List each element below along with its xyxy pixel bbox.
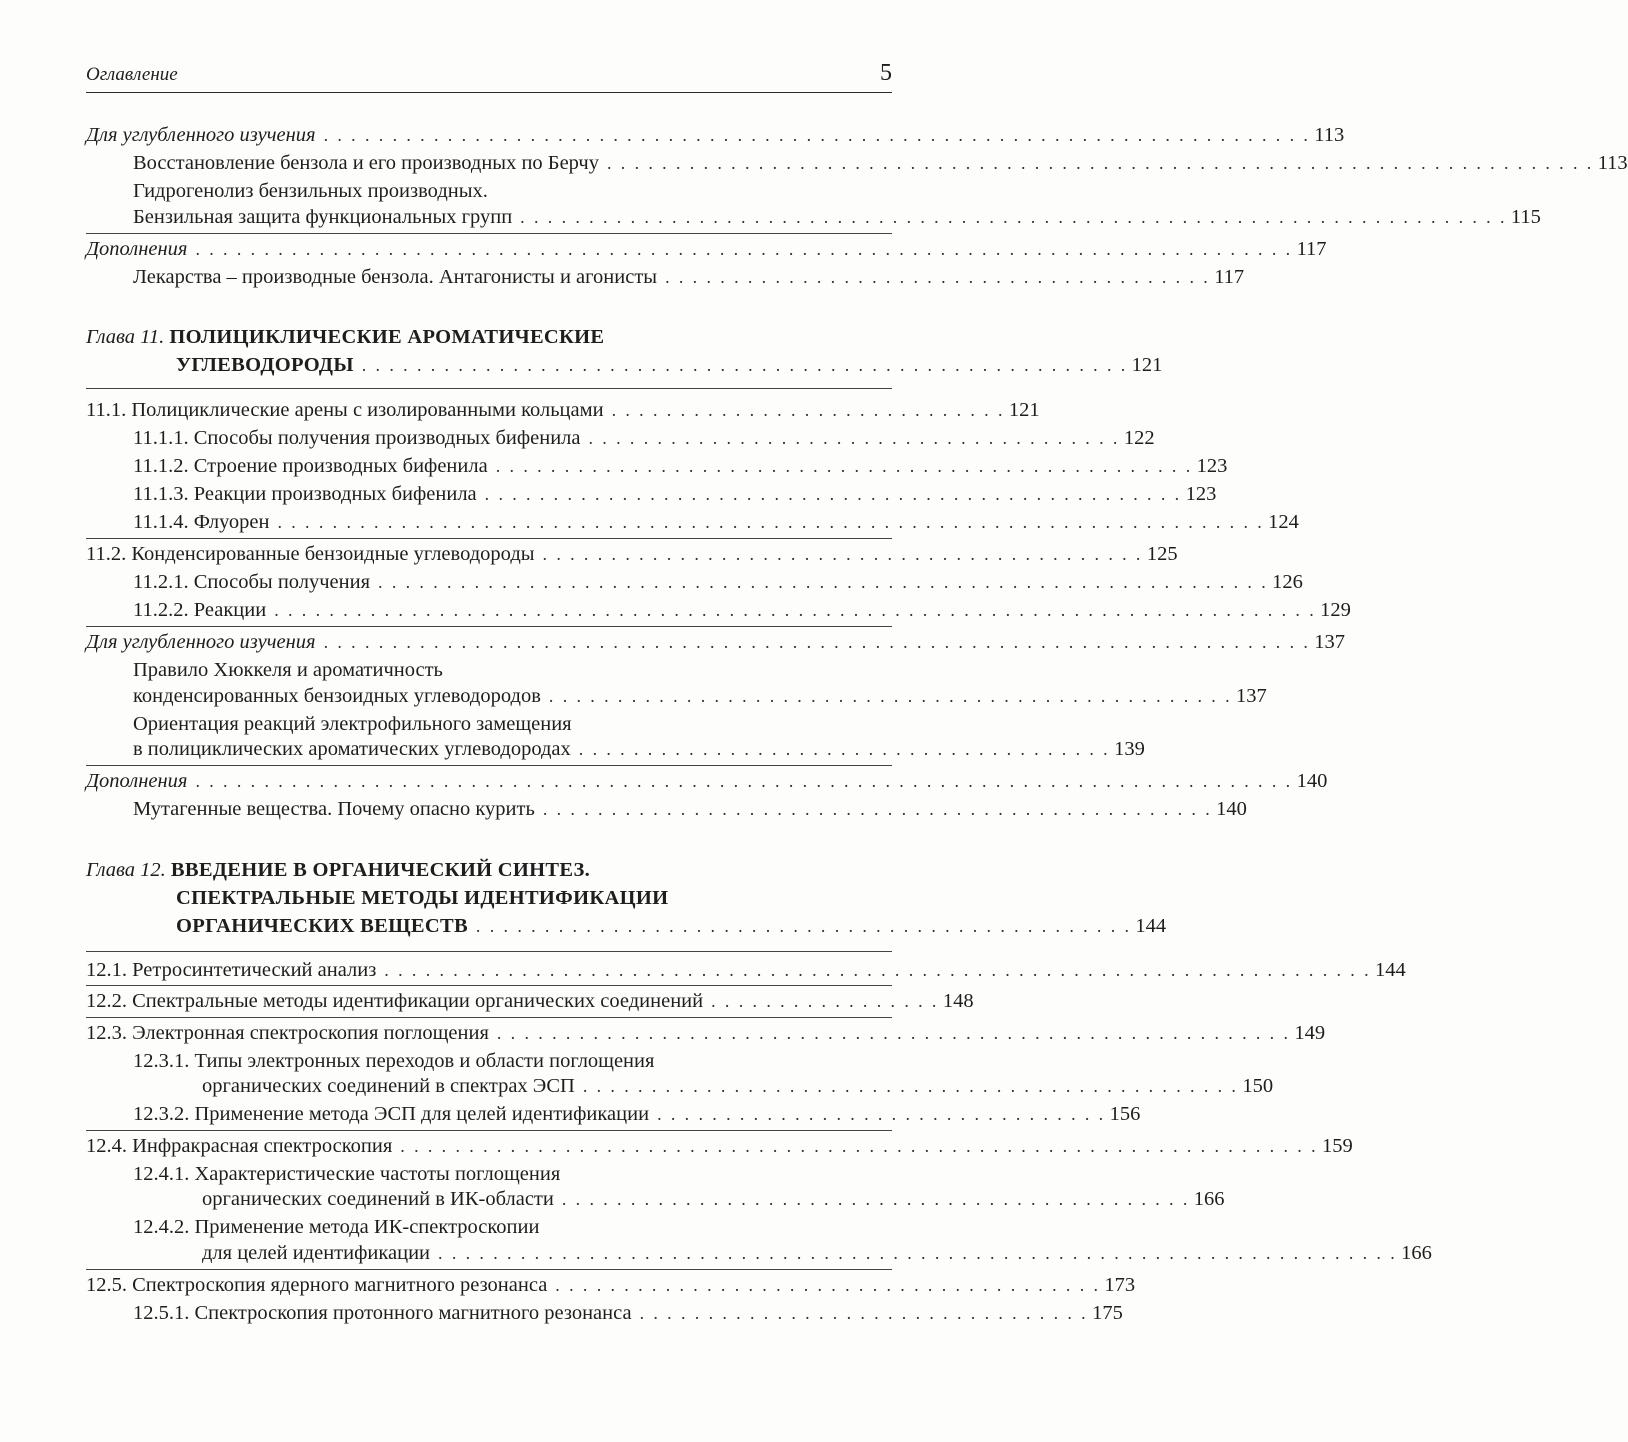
divider: [86, 765, 892, 766]
toc-entry-11-1-2[interactable]: 11.1.2. Строение производных бифенила . . . . . . . . . . . . . . . . . . . . . . . . . . . . . . . . . . . . . . . . . . . . . . . . . . . 123: [133, 453, 892, 480]
toc-entry-orient[interactable]: в полициклических ароматических углеводородах . . . . . . . . . . . . . . . . . . . . . . . . . . . . . . . . . . . . . . . 139: [133, 736, 892, 763]
chapter-12-entry[interactable]: ОРГАНИЧЕСКИХ ВЕЩЕСТВ . . . . . . . . . . . . . . . . . . . . . . . . . . . . . . . . . . . . . . . . . . . . . . . . 144: [176, 913, 892, 940]
leader-dots: . . . . . . . . . . . . . . . . . . . . . . . . . . . . . . . . . . . . . . . .: [665, 267, 1211, 287]
leader-dots: . . . . . . . . . . . . . . . . . . . . . . . . . . . . . . . . . . . . . . . . . . . . . . . . . . . . . . . . . . . . . . . . . . . . . . . .: [323, 632, 1311, 652]
toc-entry-11-2-1[interactable]: 11.2.1. Способы получения . . . . . . . . . . . . . . . . . . . . . . . . . . . . . . . . . . . . . . . . . . . . . . . . . . . . . . . . . . . . . . . . . 126: [133, 569, 892, 596]
toc-entry-11-1-1[interactable]: 11.1.1. Способы получения производных бифенила . . . . . . . . . . . . . . . . . . . . . . . . . . . . . . . . . . . . . . . 122: [133, 425, 892, 452]
divider: [86, 951, 892, 952]
chapter-12-heading-line2: СПЕКТРАЛЬНЫЕ МЕТОДЫ ИДЕНТИФИКАЦИИ: [176, 887, 669, 909]
divider: [86, 1017, 892, 1018]
leader-dots: . . . . . . . . . . . . . . . . . . . . . . . . . . . . .: [611, 400, 1005, 420]
divider: [86, 233, 892, 234]
toc-entry-supplements[interactable]: Дополнения . . . . . . . . . . . . . . . . . . . . . . . . . . . . . . . . . . . . . . . . . . . . . . . . . . . . . . . . . . . . . . . . . . . . . . . . . . . . . . . . 117: [86, 236, 892, 263]
chapter-11-heading: Глава 11. ПОЛИЦИКЛИЧЕСКИЕ АРОМАТИЧЕСКИЕ: [86, 326, 605, 348]
toc-entry-11-1[interactable]: 11.1. Полициклические арены с изолированными кольцами . . . . . . . . . . . . . . . . . . . . . . . . . . . . . 121: [86, 397, 892, 424]
divider: [86, 626, 892, 627]
toc-entry-11-supplements[interactable]: Дополнения . . . . . . . . . . . . . . . . . . . . . . . . . . . . . . . . . . . . . . . . . . . . . . . . . . . . . . . . . . . . . . . . . . . . . . . . . . . . . . . . 140: [86, 768, 892, 795]
leader-dots: . . . . . . . . . . . . . . . . . . . . . . . . . . . . . . . . .: [639, 1303, 1089, 1323]
toc-entry-11-1-4[interactable]: 11.1.4. Флуорен . . . . . . . . . . . . . . . . . . . . . . . . . . . . . . . . . . . . . . . . . . . . . . . . . . . . . . . . . . . . . . . . . . . . . . . . 124: [133, 509, 892, 536]
toc-entry-11-2-2[interactable]: 11.2.2. Реакции . . . . . . . . . . . . . . . . . . . . . . . . . . . . . . . . . . . . . . . . . . . . . . . . . . . . . . . . . . . . . . . . . . . . . . . . . . . . 129: [133, 597, 892, 624]
leader-dots: . . . . . . . . . . . . . . . . .: [711, 991, 939, 1011]
leader-dots: . . . . . . . . . . . . . . . . . . . . . . . . . . . . . . . . . . . . . . . . . . . . . . . . .: [542, 799, 1213, 819]
divider: [86, 985, 892, 986]
leader-dots: . . . . . . . . . . . . . . . . . . . . . . . . . . . . . . . . . . . . . . . . . . . . . . . . . . . . . . . . . .: [496, 1023, 1291, 1043]
toc-entry-birch[interactable]: Восстановление бензола и его производных по Берчу . . . . . . . . . . . . . . . . . . . . . . . . . . . . . . . . . . . . . . . . . . . . . . . . . . . . . . . . . . . . . . . . . . . . . . . . 113: [133, 150, 892, 177]
leader-dots: . . . . . . . . . . . . . . . . . . . . . . . . . . . . . . . . . . . . . . . . . . . . . . . . . . . . . . . . . . . . . . . . . . . . . . . . . . . . . . . .: [195, 239, 1293, 259]
leader-dots: . . . . . . . . . . . . . . . . . . . . . . . . . . . . . . . . . . . . . . .: [588, 428, 1120, 448]
leader-dots: . . . . . . . . . . . . . . . . . . . . . . . . . . . . . . . . . . . . . . . . . . . . . . . . . . .: [495, 456, 1193, 476]
leader-dots: . . . . . . . . . . . . . . . . . . . . . . . . . . . . . . . . . . . . . . . . . . . . . . . . . . . . . . . . . . . . . . . . . . . . . . . .: [323, 125, 1311, 145]
toc-entry-huckel[interactable]: конденсированных бензоидных углеводородов . . . . . . . . . . . . . . . . . . . . . . . . . . . . . . . . . . . . . . . . . . . . . . . . . . 137: [133, 683, 892, 710]
leader-dots: . . . . . . . . . . . . . . . . . . . . . . . . . . . . . . . . . . . . . . . . . . . . . . . . . . . . . . . . . . . . . . . . .: [378, 572, 1269, 592]
leader-dots: . . . . . . . . . . . . . . . . . . . . . . . . . . . . . . . . . . . . . . . . . . . . . . . . . . . . . . . .: [361, 355, 1128, 375]
toc-entry-12-4[interactable]: 12.4. Инфракрасная спектроскопия . . . . . . . . . . . . . . . . . . . . . . . . . . . . . . . . . . . . . . . . . . . . . . . . . . . . . . . . . . . . . . . . . . . 159: [86, 1133, 892, 1160]
toc-entry-12-1[interactable]: 12.1. Ретросинтетический анализ . . . . . . . . . . . . . . . . . . . . . . . . . . . . . . . . . . . . . . . . . . . . . . . . . . . . . . . . . . . . . . . . . . . . . . . . 144: [86, 957, 892, 984]
toc-entry-hydro-line1: Гидрогенолиз бензильных производных.: [133, 180, 488, 202]
leader-dots: . . . . . . . . . . . . . . . . . . . . . . . . . . . . . . . . .: [657, 1104, 1106, 1124]
divider: [86, 1130, 892, 1131]
toc-entry-11-deep-study[interactable]: Для углубленного изучения . . . . . . . . . . . . . . . . . . . . . . . . . . . . . . . . . . . . . . . . . . . . . . . . . . . . . . . . . . . . . . . . . . . . . . . . 137: [86, 629, 892, 656]
divider: [86, 388, 892, 389]
leader-dots: . . . . . . . . . . . . . . . . . . . . . . . . . . . . . . . . . . . . . . . . . . . . . . . . . . .: [484, 484, 1182, 504]
leader-dots: . . . . . . . . . . . . . . . . . . . . . . . . . . . . . . . . . . . . . . . . . . . . . . . . . . . . . . . . . . . . . . . . . . . . . .: [438, 1243, 1398, 1263]
toc-entry-12-3-1[interactable]: органических соединений в спектрах ЭСП . . . . . . . . . . . . . . . . . . . . . . . . . . . . . . . . . . . . . . . . . . . . . . . . 150: [202, 1073, 892, 1100]
toc-entry-12-3-2[interactable]: 12.3.2. Применение метода ЭСП для целей идентификации . . . . . . . . . . . . . . . . . . . . . . . . . . . . . . . . . 156: [133, 1101, 892, 1128]
leader-dots: . . . . . . . . . . . . . . . . . . . . . . . . . . . . . . . . . . . . . . . . . . . .: [542, 544, 1143, 564]
leader-dots: . . . . . . . . . . . . . . . . . . . . . . . . . . . . . . . . . . . . . . . . . . . . . . . . . . . . . . . . . . . . . . . . . . . . . . . .: [277, 512, 1265, 532]
leader-dots: . . . . . . . . . . . . . . . . . . . . . . . . . . . . . . . . . . . . . . . . . . . . . . . . . . . . . . . . . . . . . . . . . . .: [400, 1136, 1318, 1156]
leader-dots: . . . . . . . . . . . . . . . . . . . . . . . . . . . . . . . . . . . . . . . . . . . . . .: [561, 1189, 1190, 1209]
leader-dots: . . . . . . . . . . . . . . . . . . . . . . . . . . . . . . . . . . . . . . . . . . . . . . . .: [582, 1076, 1239, 1096]
leader-dots: . . . . . . . . . . . . . . . . . . . . . . . . . . . . . . . . . . . . . . . .: [555, 1275, 1101, 1295]
chapter-12-heading: Глава 12. ВВЕДЕНИЕ В ОРГАНИЧЕСКИЙ СИНТЕЗ.: [86, 859, 591, 881]
leader-dots: . . . . . . . . . . . . . . . . . . . . . . . . . . . . . . . . . . . . . . . . . . . . . . . . . . . . . . . . . . . . . . . . . . . . . . . .: [520, 207, 1507, 227]
toc-entry-12-5[interactable]: 12.5. Спектроскопия ядерного магнитного резонанса . . . . . . . . . . . . . . . . . . . . . . . . . . . . . . . . . . . . . . . . 173: [86, 1272, 892, 1299]
leader-dots: . . . . . . . . . . . . . . . . . . . . . . . . . . . . . . . . . . . . . . .: [578, 739, 1111, 759]
leader-dots: . . . . . . . . . . . . . . . . . . . . . . . . . . . . . . . . . . . . . . . . . . . . . . . . . . . . . . . . . . . . . . . . . . . . . . . . . . . . . . . .: [195, 771, 1293, 791]
leader-dots: . . . . . . . . . . . . . . . . . . . . . . . . . . . . . . . . . . . . . . . . . . . . . . . . . . . . . . . . . . . . . . . . . . . . . . . . . . . .: [274, 600, 1317, 620]
toc-entry-11-1-3[interactable]: 11.1.3. Реакции производных бифенила . . . . . . . . . . . . . . . . . . . . . . . . . . . . . . . . . . . . . . . . . . . . . . . . . . . 123: [133, 481, 892, 508]
toc-entry-orient-line1: Ориентация реакций электрофильного замещения: [133, 713, 572, 735]
toc-entry-11-2[interactable]: 11.2. Конденсированные бензоидные углеводороды . . . . . . . . . . . . . . . . . . . . . . . . . . . . . . . . . . . . . . . . . . . . 125: [86, 541, 892, 568]
toc-entry-12-4-2[interactable]: для целей идентификации . . . . . . . . . . . . . . . . . . . . . . . . . . . . . . . . . . . . . . . . . . . . . . . . . . . . . . . . . . . . . . . . . . . . . . 166: [202, 1240, 892, 1267]
divider: [86, 1269, 892, 1270]
chapter-11-entry[interactable]: УГЛЕВОДОРОДЫ . . . . . . . . . . . . . . . . . . . . . . . . . . . . . . . . . . . . . . . . . . . . . . . . . . . . . . . . 121: [176, 352, 892, 379]
running-header: [86, 58, 892, 93]
toc-entry-hydro[interactable]: Бензильная защита функциональных групп . . . . . . . . . . . . . . . . . . . . . . . . . . . . . . . . . . . . . . . . . . . . . . . . . . . . . . . . . . . . . . . . . . . . . . . . 115: [133, 204, 892, 231]
toc-entry-deep-study[interactable]: Для углубленного изучения . . . . . . . . . . . . . . . . . . . . . . . . . . . . . . . . . . . . . . . . . . . . . . . . . . . . . . . . . . . . . . . . . . . . . . . . 113: [86, 122, 892, 149]
toc-entry-12-2[interactable]: 12.2. Спектральные методы идентификации органических соединений . . . . . . . . . . . . . . . . . 148: [86, 988, 892, 1015]
header-title: Оглавление: [86, 64, 178, 85]
leader-dots: . . . . . . . . . . . . . . . . . . . . . . . . . . . . . . . . . . . . . . . . . . . . . . . . . . . . . . . . . . . . . . . . . . . . . . . .: [606, 153, 1594, 173]
toc-entry-12-4-1-line1: 12.4.1. Характеристические частоты поглощения: [133, 1163, 561, 1185]
toc-entry-12-4-2-line1: 12.4.2. Применение метода ИК-спектроскопии: [133, 1216, 540, 1238]
toc-entry-mutagen[interactable]: Мутагенные вещества. Почему опасно курить . . . . . . . . . . . . . . . . . . . . . . . . . . . . . . . . . . . . . . . . . . . . . . . . . 140: [133, 796, 892, 823]
page-number: 5: [880, 60, 892, 86]
toc-entry-12-4-1[interactable]: органических соединений в ИК-области . . . . . . . . . . . . . . . . . . . . . . . . . . . . . . . . . . . . . . . . . . . . . . 166: [202, 1186, 892, 1213]
leader-dots: . . . . . . . . . . . . . . . . . . . . . . . . . . . . . . . . . . . . . . . . . . . . . . . . . . . . . . . . . . . . . . . . . . . . . . . .: [384, 960, 1371, 980]
divider: [86, 538, 892, 539]
leader-dots: . . . . . . . . . . . . . . . . . . . . . . . . . . . . . . . . . . . . . . . . . . . . . . . .: [475, 916, 1132, 936]
toc-entry-drugs[interactable]: Лекарства – производные бензола. Антагонисты и агонисты . . . . . . . . . . . . . . . . . . . . . . . . . . . . . . . . . . . . . . . . 117: [133, 264, 892, 291]
toc-entry-12-5-1[interactable]: 12.5.1. Спектроскопия протонного магнитного резонанса . . . . . . . . . . . . . . . . . . . . . . . . . . . . . . . . . 175: [133, 1300, 892, 1327]
toc-entry-huckel-line1: Правило Хюккеля и ароматичность: [133, 659, 443, 681]
toc-entry-12-3[interactable]: 12.3. Электронная спектроскопия поглощения . . . . . . . . . . . . . . . . . . . . . . . . . . . . . . . . . . . . . . . . . . . . . . . . . . . . . . . . . . 149: [86, 1020, 892, 1047]
toc-entry-12-3-1-line1: 12.3.1. Типы электронных переходов и области поглощения: [133, 1050, 655, 1072]
leader-dots: . . . . . . . . . . . . . . . . . . . . . . . . . . . . . . . . . . . . . . . . . . . . . . . . . .: [548, 686, 1232, 706]
